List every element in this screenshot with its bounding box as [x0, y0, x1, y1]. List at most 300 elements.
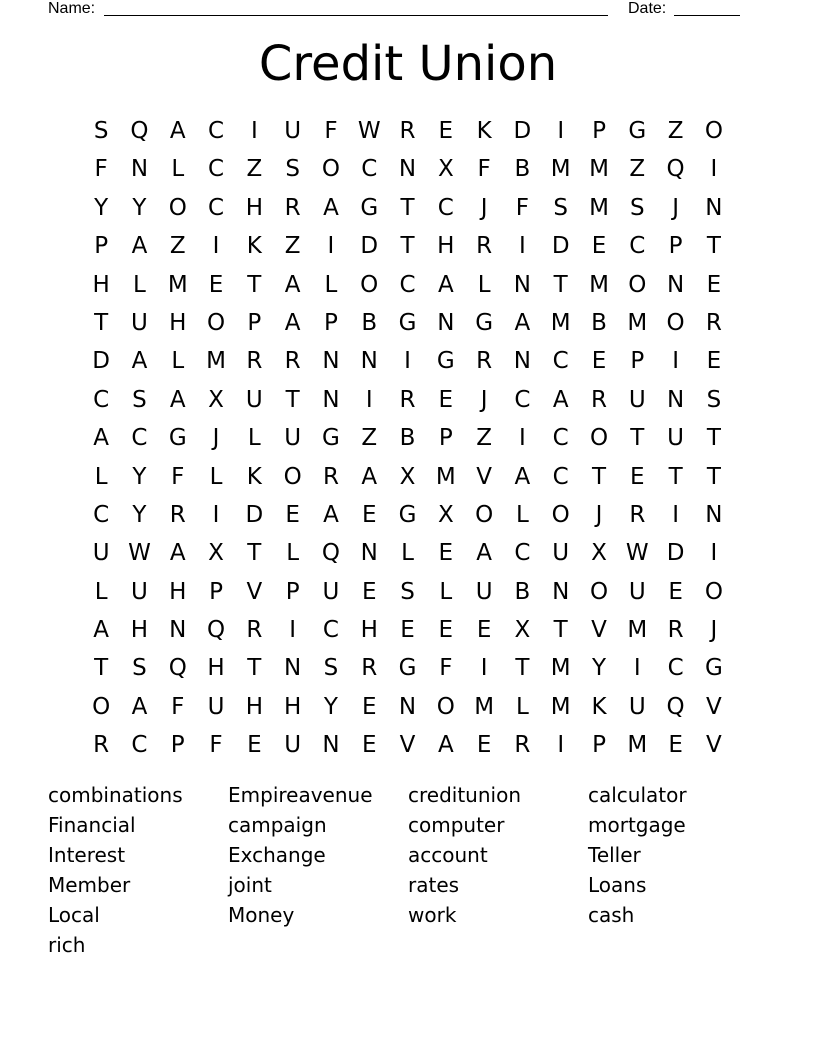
grid-letter: I — [519, 425, 526, 452]
grid-letter: W — [128, 540, 151, 567]
word-list-item: account — [408, 843, 488, 867]
grid-letter: I — [212, 233, 220, 260]
grid-letter: G — [168, 425, 187, 452]
grid-letter: I — [672, 501, 679, 528]
page-title: Credit Union — [258, 36, 558, 92]
grid-letter: R — [284, 194, 301, 221]
word-list-item: campaign — [228, 813, 327, 837]
grid-letter: I — [250, 118, 258, 144]
grid-letter: Z — [629, 156, 646, 183]
word-list-item: Teller — [588, 843, 641, 867]
grid-letter: O — [92, 693, 111, 720]
grid-letter: C — [322, 617, 339, 644]
grid-letter: T — [553, 617, 568, 644]
grid-letter: U — [552, 540, 570, 567]
grid-letter: T — [247, 271, 262, 298]
grid-letter: Q — [666, 156, 685, 183]
grid-letter: T — [400, 233, 415, 260]
grid-letter: C — [667, 655, 684, 682]
grid-letter: I — [480, 655, 488, 682]
grid-letter: R — [591, 386, 607, 413]
grid-letter: R — [476, 348, 493, 375]
grid-letter: R — [284, 348, 301, 375]
grid-letter: C — [208, 194, 225, 221]
date-blank-line — [674, 15, 740, 16]
grid-letter: M — [589, 271, 609, 298]
grid-letter: Q — [666, 693, 685, 720]
grid-letter: I — [212, 501, 220, 528]
grid-letter: A — [284, 271, 301, 298]
word-list-item: Interest — [48, 843, 126, 867]
grid-letter: R — [169, 501, 186, 528]
grid-letter: B — [514, 578, 531, 605]
grid-letter: H — [245, 194, 263, 221]
grid-letter: A — [323, 194, 339, 221]
word-list-item: combinations — [48, 783, 183, 807]
grid-letter: N — [322, 732, 340, 759]
grid-row — [82, 227, 734, 265]
grid-letter: L — [439, 578, 453, 605]
grid-row — [82, 611, 734, 649]
grid-letter: N — [360, 348, 378, 375]
grid-letter: L — [171, 156, 185, 183]
grid-letter: N — [552, 578, 570, 605]
grid-letter: Z — [361, 425, 378, 452]
grid-letter: E — [438, 118, 454, 144]
grid-letter: B — [591, 309, 607, 336]
grid-letter: J — [710, 617, 718, 644]
grid-letter: M — [167, 271, 188, 298]
grid-letter: E — [630, 463, 645, 490]
grid-letter: F — [477, 156, 491, 183]
name-label: Name: — [48, 0, 96, 17]
grid-row — [82, 688, 734, 726]
grid-letter: O — [589, 425, 609, 452]
grid-letter: E — [361, 693, 377, 720]
grid-letter: K — [591, 693, 607, 720]
grid-letter: N — [398, 156, 417, 183]
grid-letter: Q — [130, 118, 149, 144]
grid-letter: O — [321, 156, 340, 183]
grid-letter: C — [552, 425, 569, 452]
grid-letter: P — [170, 732, 185, 759]
grid-row — [82, 112, 734, 150]
grid-letter: E — [668, 732, 683, 759]
grid-letter: Y — [132, 501, 147, 528]
grid-letter: A — [169, 118, 186, 144]
grid-letter: M — [550, 693, 571, 720]
grid-letter: W — [357, 118, 381, 144]
grid-letter: E — [438, 540, 454, 567]
grid-letter: N — [322, 348, 340, 375]
grid-letter: A — [361, 463, 378, 490]
grid-letter: I — [710, 540, 718, 567]
grid-letter: H — [130, 617, 149, 644]
grid-letter: L — [477, 271, 491, 298]
grid-letter: X — [208, 540, 224, 567]
grid-letter: C — [552, 348, 569, 375]
grid-letter: M — [589, 194, 609, 221]
grid-letter: S — [706, 386, 722, 413]
grid-letter: C — [131, 732, 148, 759]
grid-letter: E — [361, 501, 377, 528]
grid-letter: M — [550, 309, 571, 336]
word-list-item: Empireavenue — [228, 783, 373, 807]
grid-letter: X — [514, 617, 531, 644]
grid-letter: P — [94, 233, 109, 260]
grid-row — [82, 189, 734, 227]
grid-letter: P — [668, 233, 683, 260]
grid-letter: I — [633, 655, 641, 682]
grid-letter: C — [399, 271, 416, 298]
grid-letter: C — [437, 194, 454, 221]
grid-letter: T — [285, 386, 300, 413]
grid-letter: C — [629, 233, 646, 260]
grid-letter: I — [557, 732, 565, 759]
grid-letter: O — [168, 194, 187, 221]
grid-row — [82, 419, 734, 457]
grid-letter: A — [169, 386, 186, 413]
grid-letter: O — [628, 271, 647, 298]
grid-letter: G — [475, 309, 494, 336]
grid-letter: S — [132, 386, 147, 413]
grid-row — [82, 342, 734, 380]
grid-letter: H — [207, 655, 225, 682]
grid-letter: E — [668, 578, 683, 605]
grid-letter: T — [400, 194, 415, 221]
word-list-item: cash — [588, 903, 635, 927]
grid-letter: N — [513, 348, 532, 375]
grid-letter: S — [285, 156, 300, 183]
grid-letter: I — [289, 617, 297, 644]
grid-letter: A — [514, 463, 531, 490]
grid-letter: R — [667, 617, 684, 644]
grid-letter: L — [209, 463, 223, 490]
grid-letter: C — [208, 118, 225, 144]
grid-letter: M — [474, 693, 495, 720]
grid-letter: I — [672, 348, 679, 375]
grid-letter: K — [476, 118, 492, 144]
grid-letter: L — [516, 501, 529, 528]
grid-letter: A — [131, 233, 148, 260]
grid-row — [82, 458, 734, 496]
grid-letter: P — [630, 348, 645, 375]
grid-letter: L — [171, 348, 185, 375]
grid-letter: G — [322, 425, 340, 452]
word-list-item: rich — [48, 933, 86, 957]
grid-letter: A — [93, 425, 110, 452]
grid-letter: Y — [591, 655, 607, 682]
grid-letter: O — [589, 578, 609, 605]
grid-letter: Z — [667, 118, 684, 144]
grid-letter: A — [476, 540, 492, 567]
grid-letter: U — [131, 578, 148, 605]
grid-letter: S — [323, 655, 339, 682]
grid-letter: O — [283, 463, 302, 490]
grid-letter: T — [668, 463, 683, 490]
grid-letter: M — [550, 156, 571, 183]
grid-letter: I — [557, 118, 565, 144]
grid-letter: E — [438, 386, 454, 413]
word-list-item: creditunion — [408, 783, 521, 807]
grid-letter: H — [92, 271, 110, 298]
grid-letter: L — [324, 271, 338, 298]
grid-letter: U — [92, 540, 110, 567]
grid-letter: I — [519, 233, 526, 260]
letter-grid — [82, 112, 734, 765]
grid-letter: V — [591, 617, 607, 644]
grid-letter: D — [513, 118, 532, 144]
date-label: Date: — [628, 0, 667, 17]
grid-letter: M — [550, 655, 571, 682]
grid-letter: P — [247, 309, 262, 336]
grid-letter: V — [476, 463, 492, 490]
grid-letter: S — [93, 118, 109, 144]
grid-letter: A — [131, 693, 148, 720]
grid-letter: R — [246, 348, 263, 375]
grid-letter: U — [628, 578, 646, 605]
name-blank-line — [104, 15, 608, 16]
grid-letter: N — [666, 386, 685, 413]
grid-letter: M — [627, 309, 648, 336]
word-list-item: Loans — [588, 873, 647, 897]
grid-letter: Z — [476, 425, 492, 452]
grid-letter: N — [705, 194, 723, 221]
grid-letter: E — [476, 732, 492, 759]
grid-letter: E — [361, 578, 377, 605]
grid-letter: Q — [321, 540, 340, 567]
grid-letter: I — [327, 233, 335, 260]
grid-letter: Z — [246, 156, 263, 183]
grid-letter: O — [360, 271, 379, 298]
grid-letter: S — [132, 655, 147, 682]
grid-letter: R — [629, 501, 646, 528]
grid-letter: D — [666, 540, 685, 567]
grid-letter: O — [704, 118, 723, 144]
grid-letter: O — [551, 501, 570, 528]
grid-letter: L — [94, 578, 108, 605]
grid-letter: V — [246, 578, 263, 605]
grid-letter: N — [705, 501, 723, 528]
grid-letter: F — [324, 118, 338, 144]
grid-letter: T — [706, 463, 721, 490]
grid-letter: U — [284, 425, 302, 452]
grid-letter: U — [322, 578, 340, 605]
grid-letter: U — [284, 118, 302, 144]
grid-letter: U — [475, 578, 493, 605]
word-list-item: rates — [408, 873, 460, 897]
word-list — [48, 780, 768, 960]
grid-letter: X — [208, 386, 224, 413]
grid-letter: H — [437, 233, 455, 260]
grid-letter: E — [438, 617, 454, 644]
grid-letter: C — [208, 156, 225, 183]
grid-letter: N — [322, 386, 340, 413]
grid-row — [82, 381, 734, 419]
grid-letter: F — [439, 655, 453, 682]
grid-letter: A — [437, 732, 454, 759]
word-list-item: Local — [48, 903, 100, 927]
grid-letter: V — [706, 732, 722, 759]
grid-letter: U — [284, 732, 302, 759]
grid-letter: P — [323, 309, 338, 336]
grid-letter: L — [247, 425, 261, 452]
grid-letter: R — [93, 732, 110, 759]
grid-letter: R — [399, 386, 416, 413]
grid-letter: N — [513, 271, 532, 298]
grid-letter: Y — [94, 194, 109, 221]
grid-letter: E — [591, 233, 607, 260]
grid-letter: G — [360, 194, 379, 221]
grid-letter: I — [365, 386, 373, 413]
grid-letter: G — [628, 118, 647, 144]
grid-letter: R — [476, 233, 493, 260]
grid-letter: J — [480, 386, 488, 413]
grid-letter: E — [591, 348, 607, 375]
grid-letter: C — [361, 156, 378, 183]
grid-letter: B — [399, 425, 416, 452]
grid-letter: O — [475, 501, 494, 528]
grid-letter: J — [595, 501, 603, 528]
grid-letter: U — [628, 693, 646, 720]
grid-letter: R — [322, 463, 339, 490]
grid-letter: C — [93, 386, 110, 413]
grid-letter: L — [133, 271, 146, 298]
word-list-item: Exchange — [228, 843, 326, 867]
grid-letter: R — [705, 309, 722, 336]
grid-letter: R — [246, 617, 263, 644]
grid-letter: G — [398, 501, 417, 528]
grid-letter: T — [630, 425, 645, 452]
grid-letter: J — [212, 425, 220, 452]
grid-letter: C — [514, 386, 531, 413]
grid-letter: P — [592, 118, 606, 144]
grid-letter: D — [245, 501, 264, 528]
grid-letter: A — [514, 309, 531, 336]
grid-letter: F — [94, 156, 108, 183]
grid-letter: G — [398, 655, 417, 682]
grid-letter: E — [285, 501, 300, 528]
grid-letter: T — [247, 540, 262, 567]
grid-row — [82, 150, 734, 188]
grid-letter: E — [247, 732, 262, 759]
grid-letter: X — [437, 156, 454, 183]
grid-letter: U — [131, 309, 148, 336]
grid-letter: L — [286, 540, 300, 567]
grid-letter: T — [706, 233, 721, 260]
word-list-item: calculator — [588, 783, 687, 807]
grid-letter: T — [553, 271, 568, 298]
grid-letter: L — [516, 693, 529, 720]
grid-letter: S — [630, 194, 645, 221]
grid-letter: T — [94, 309, 109, 336]
grid-letter: D — [360, 233, 379, 260]
word-list-item: joint — [228, 873, 272, 897]
grid-letter: A — [93, 617, 110, 644]
grid-letter: J — [480, 194, 488, 221]
grid-letter: T — [94, 655, 109, 682]
grid-letter: Y — [132, 463, 147, 490]
grid-letter: N — [169, 617, 187, 644]
grid-letter: B — [361, 309, 378, 336]
grid-letter: I — [710, 156, 718, 183]
grid-letter: R — [361, 655, 378, 682]
word-list-item: mortgage — [588, 813, 686, 837]
grid-letter: L — [94, 463, 108, 490]
grid-letter: G — [704, 655, 723, 682]
grid-letter: U — [245, 386, 263, 413]
grid-letter: N — [284, 655, 302, 682]
grid-letter: S — [400, 578, 415, 605]
grid-letter: A — [169, 540, 186, 567]
grid-letter: O — [666, 309, 685, 336]
grid-letter: A — [284, 309, 301, 336]
grid-letter: C — [514, 540, 531, 567]
grid-letter: A — [323, 501, 339, 528]
grid-letter: D — [551, 233, 570, 260]
grid-letter: T — [706, 425, 721, 452]
grid-row — [82, 304, 734, 342]
grid-letter: E — [400, 617, 415, 644]
grid-letter: H — [283, 693, 302, 720]
grid-letter: K — [246, 233, 262, 260]
grid-letter: U — [628, 386, 646, 413]
grid-letter: U — [207, 693, 225, 720]
grid-letter: J — [672, 194, 679, 221]
grid-letter: O — [704, 578, 723, 605]
grid-letter: R — [399, 118, 416, 144]
grid-letter: X — [591, 540, 607, 567]
grid-letter: E — [706, 271, 722, 298]
grid-letter: M — [627, 732, 648, 759]
grid-letter: I — [404, 348, 411, 375]
grid-letter: A — [552, 386, 569, 413]
grid-letter: M — [589, 156, 609, 183]
grid-letter: Y — [323, 693, 338, 720]
grid-letter: B — [514, 156, 531, 183]
grid-row — [82, 726, 734, 764]
grid-row — [82, 534, 734, 572]
grid-letter: H — [360, 617, 378, 644]
grid-letter: W — [625, 540, 649, 567]
grid-letter: F — [209, 732, 223, 759]
grid-letter: T — [247, 655, 262, 682]
grid-row — [82, 573, 734, 611]
grid-letter: F — [515, 194, 530, 221]
header-line — [48, 0, 748, 20]
grid-letter: Y — [132, 194, 147, 221]
word-list-item: Money — [228, 903, 295, 927]
grid-letter: Z — [284, 233, 301, 260]
grid-letter: G — [398, 309, 417, 336]
grid-letter: H — [169, 578, 187, 605]
grid-letter: C — [552, 463, 569, 490]
grid-letter: N — [360, 540, 378, 567]
grid-letter: N — [437, 309, 455, 336]
grid-letter: X — [437, 501, 454, 528]
grid-letter: V — [706, 693, 722, 720]
grid-letter: E — [476, 617, 492, 644]
grid-letter: N — [130, 156, 149, 183]
grid-letter: X — [399, 463, 416, 490]
grid-letter: G — [436, 348, 455, 375]
grid-letter: M — [435, 463, 456, 490]
grid-row — [82, 266, 734, 304]
grid-letter: L — [401, 540, 414, 567]
grid-letter: H — [169, 309, 187, 336]
grid-letter: N — [398, 693, 417, 720]
grid-letter: E — [361, 732, 377, 759]
